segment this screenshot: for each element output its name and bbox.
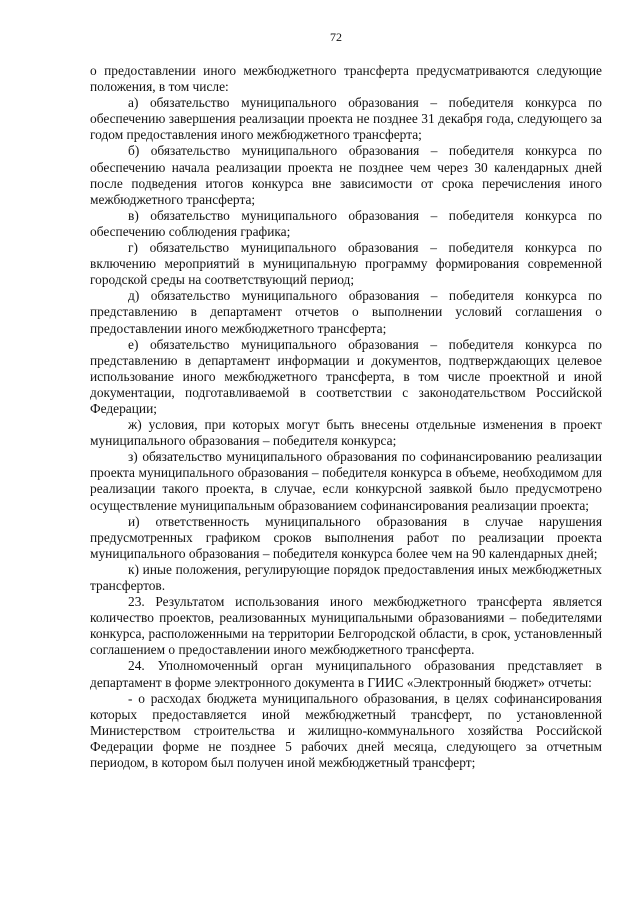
paragraph-item-b: б) обязательство муниципального образования – победителя конкурса по обеспечению начала реализации проекта не позднее чем через 30 календарных дней после подведения итогов конкурса вне зависимости от срока перечисления иного межбюджетного трансферта; — [90, 143, 602, 207]
paragraph-item-zh: ж) условия, при которых могут быть внесены отдельные изменения в проект муниципального образования – победителя конкурса; — [90, 417, 602, 449]
paragraph-item-e: е) обязательство муниципального образования – победителя конкурса по представлению в департамент информации и документов, подтверждающих целевое использование иного межбюджетного трансферта, в том числе проектной и иной документации, подготавливаемой в соответствии с законодательством Российской Федерации; — [90, 336, 602, 416]
paragraph-item-a: а) обязательство муниципального образования – победителя конкурса по обеспечению завершения реализации проекта не позднее 31 декабря года, следующего за годом предоставления иного межбюджетного трансферта; — [90, 95, 602, 143]
paragraph-item-i: и) ответственность муниципального образования в случае нарушения предусмотренных графиком сроков выполнения работ по реализации проекта муниципального образования – победителя конкурса более чем на 90 календарных дней; — [90, 513, 602, 561]
paragraph-report-item: - о расходах бюджета муниципального образования, в целях софинансирования которых предоставляется иной межбюджетный трансферт, по установленной Министерством строительства и жилищно-коммунального хозяйства Российской Федерации форме не позднее 5 рабочих дней месяца, следующего за отчетным периодом, в котором был получен иной межбюджетный трансферт; — [90, 690, 602, 771]
paragraph-item-v: в) обязательство муниципального образования – победителя конкурса по обеспечению соблюдения графика; — [90, 207, 602, 239]
page-number: 72 — [330, 30, 342, 44]
paragraph-item-g: г) обязательство муниципального образования – победителя конкурса по включению мероприятий в муниципальную программу формирования современной городской среды на соответствующий период; — [90, 240, 602, 288]
paragraph-intro: о предоставлении иного межбюджетного трансферта предусматриваются следующие положения, в том числе: — [90, 63, 602, 95]
paragraph-item-z: з) обязательство муниципального образования по софинансированию реализации проекта муниципального образования – победителя конкурса в объеме, необходимом для реализации такого проекта, в случае, если конкурсной заявкой было предусмотрено осуществление муниципальным образованием софинансирования реализации проекта; — [90, 449, 602, 513]
paragraph-section-24: 24. Уполномоченный орган муниципального образования представляет в департамент в форме электронного документа в ГИИС «Электронный бюджет» отчеты: — [90, 658, 602, 690]
paragraph-item-d: д) обязательство муниципального образования – победителя конкурса по представлению в департамент отчетов о выполнении условий соглашения о предоставлении иного межбюджетного трансферта; — [90, 288, 602, 336]
paragraph-item-k: к) иные положения, регулирующие порядок предоставления иных межбюджетных трансфертов. — [90, 561, 602, 593]
paragraph-section-23: 23. Результатом использования иного межбюджетного трансферта является количество проектов, реализованных муниципальными образованиями – победителями конкурса, расположенными на территории Белгородской области, в срок, установленный соглашением о предоставлении иного межбюджетного трансферта. — [90, 594, 602, 658]
document-body — [90, 63, 602, 771]
